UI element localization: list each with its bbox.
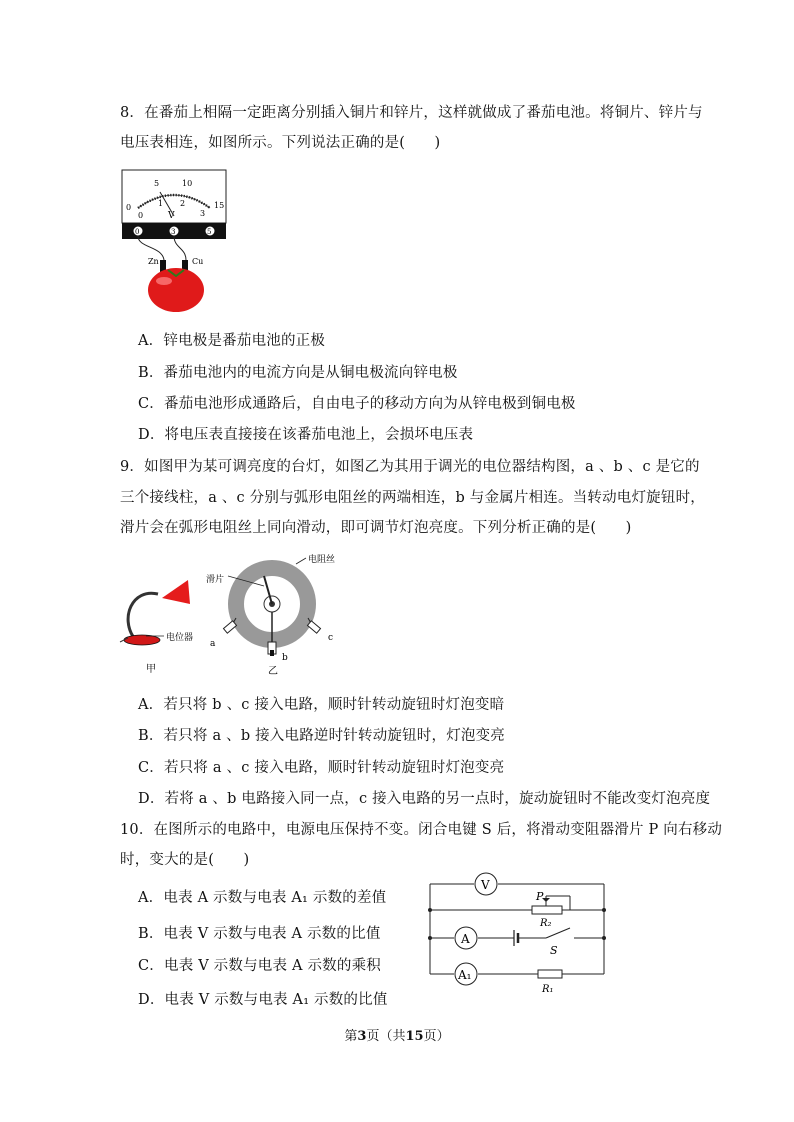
q10-option-a[interactable]: A．电表 A 示数与电表 A₁ 示数的差值 bbox=[138, 890, 387, 906]
potentiometer-structure-figure bbox=[206, 550, 336, 680]
q9-stem-line2: 三个接线柱，a 、c 分别与弧形电阻丝的两端相连，b 与金属片相连。当转动电灯旋钮时， bbox=[120, 490, 705, 506]
q9-option-d[interactable]: D．若将 a 、b 电路接入同一点，c 接入电路的另一点时，旋动旋钮时不能改变灯泡亮度 bbox=[138, 791, 711, 807]
page-footer bbox=[0, 1025, 794, 1044]
q8-voltmeter-tomato-figure bbox=[118, 168, 230, 318]
terminal-a-label: a bbox=[210, 639, 216, 649]
r2-label: R₂ bbox=[540, 918, 552, 929]
q9-stem-line3: 滑片会在弧形电阻丝上同向滑动，即可调节灯泡亮度。下列分析正确的是( ) bbox=[120, 520, 632, 536]
switch-s-label: S bbox=[550, 944, 558, 957]
q9-stem-line1: 9．如图甲为某可调亮度的台灯，如图乙为其用于调光的电位器结构图，a 、b 、c 是它的 bbox=[120, 459, 700, 475]
footer-suffix: 页） bbox=[423, 1029, 450, 1044]
q8-option-c[interactable]: C．番茄电池形成通路后，自由电子的移动方向为从锌电极到铜电极 bbox=[138, 396, 576, 412]
ammeter-a-label: A bbox=[461, 932, 470, 946]
slider-p-label: P bbox=[536, 890, 544, 903]
q9-option-b[interactable]: B．若只将 a 、b 接入电路逆时针转动旋钮时，灯泡变亮 bbox=[138, 728, 506, 744]
q8-option-a[interactable]: A．锌电极是番茄电池的正极 bbox=[138, 333, 326, 349]
q8-scale-top-right: 15 bbox=[214, 201, 225, 210]
q9-option-a[interactable]: A．若只将 b 、c 接入电路，顺时针转动旋钮时灯泡变暗 bbox=[138, 697, 505, 713]
tomato-icon bbox=[148, 268, 204, 312]
q10-stem-line2: 时，变大的是( ) bbox=[120, 852, 250, 868]
q8-stem-line1: 8．在番茄上相隔一定距离分别插入铜片和锌片，这样就做成了番茄电池。将铜片、锌片与 bbox=[120, 105, 703, 121]
q8-terminal-3: 3 bbox=[171, 228, 176, 236]
q8-scale-bottom-0: 0 bbox=[138, 211, 144, 220]
q8-scale-top-left: 0 bbox=[126, 203, 132, 212]
q8-scale-top-5: 5 bbox=[154, 179, 160, 188]
footer-total-pages: 15 bbox=[405, 1029, 424, 1044]
q8-option-d[interactable]: D．将电压表直接接在该番茄电池上，会损坏电压表 bbox=[138, 427, 474, 443]
q8-scale-bottom-3: 3 bbox=[200, 209, 206, 218]
resistance-wire-label: 电阻丝 bbox=[308, 555, 336, 565]
q8-scale-top-10: 10 bbox=[182, 179, 193, 188]
figure-caption-yi: 乙 bbox=[268, 666, 278, 677]
ammeter-a1-label: A₁ bbox=[458, 968, 472, 982]
q10-circuit-diagram bbox=[420, 866, 612, 996]
q8-unit-v: V bbox=[168, 211, 175, 221]
terminal-b-label: b bbox=[282, 653, 288, 663]
q9-option-c[interactable]: C．若只将 a 、c 接入电路，顺时针转动旋钮时灯泡变亮 bbox=[138, 760, 505, 776]
footer-prefix: 第 bbox=[344, 1029, 358, 1044]
q10-option-c[interactable]: C．电表 V 示数与电表 A 示数的乘积 bbox=[138, 958, 381, 974]
q8-scale-bottom-2: 2 bbox=[180, 199, 186, 208]
q8-stem-line2: 电压表相连，如图所示。下列说法正确的是( ) bbox=[120, 135, 441, 151]
slider-label: 滑片 bbox=[206, 575, 225, 585]
footer-page-number: 3 bbox=[357, 1029, 367, 1044]
q8-label-cu: Cu bbox=[192, 257, 204, 266]
voltmeter-label: V bbox=[481, 878, 490, 892]
q10-option-b[interactable]: B．电表 V 示数与电表 A 示数的比值 bbox=[138, 926, 381, 942]
terminal-c-label: c bbox=[328, 633, 334, 643]
q8-option-b[interactable]: B．番茄电池内的电流方向是从铜电极流向锌电极 bbox=[138, 365, 458, 381]
r1-label: R₁ bbox=[542, 984, 554, 995]
q10-option-d[interactable]: D．电表 V 示数与电表 A₁ 示数的比值 bbox=[138, 992, 388, 1008]
footer-middle: 页（共 bbox=[366, 1029, 406, 1044]
lamp-shade-icon bbox=[162, 580, 190, 604]
q10-stem-line1: 10．在图所示的电路中，电源电压保持不变。闭合电键 S 后，将滑动变阻器滑片 P 向右移动 bbox=[120, 822, 723, 838]
desk-lamp-figure bbox=[118, 558, 208, 678]
q8-terminal-0: 0 bbox=[135, 228, 140, 236]
potentiometer-label: 电位器 bbox=[166, 633, 194, 643]
q8-terminal-5: 5 bbox=[207, 228, 212, 236]
q8-label-zn: Zn bbox=[148, 257, 159, 266]
q8-scale-bottom-1: 1 bbox=[158, 199, 164, 208]
figure-caption-jia: 甲 bbox=[146, 664, 156, 675]
